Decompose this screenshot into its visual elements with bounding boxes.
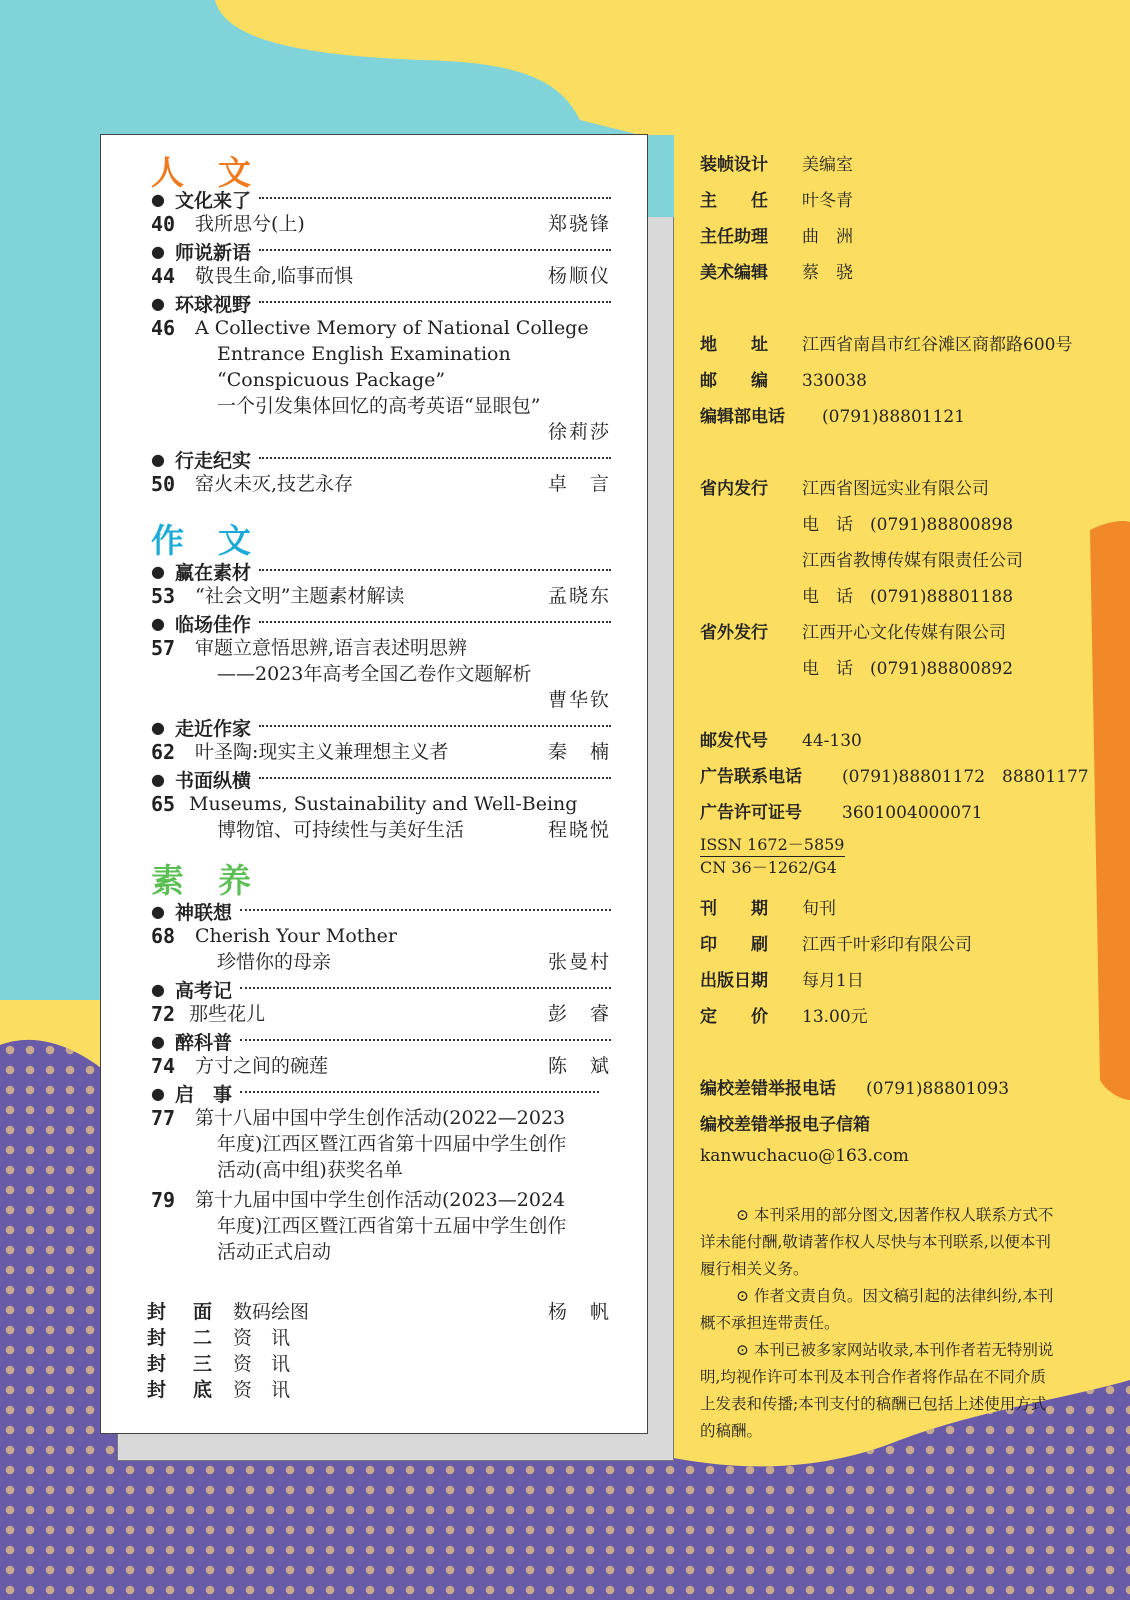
section-title-renwen: 人文: [151, 153, 285, 192]
toc-entry[interactable]: [151, 739, 611, 765]
toc-entry[interactable]: [151, 315, 611, 443]
page-number: 79: [151, 1188, 176, 1212]
entry-title: 那些花儿: [189, 1003, 266, 1025]
entry-title: “社会文明”主题素材解读: [195, 585, 405, 607]
entry-title: ——2023年高考全国乙卷作文题解析: [217, 663, 532, 685]
page-number: 74: [151, 1054, 176, 1078]
page-number: 40: [151, 212, 176, 236]
column-header: ● 走近作家: [151, 714, 611, 741]
page-number: 68: [151, 924, 176, 948]
page-number: 50: [151, 472, 176, 496]
entry-title: 活动(高中组)获奖名单: [217, 1159, 403, 1181]
entry-title: 窑火未灭,技艺永存: [195, 473, 354, 495]
column-header: ● 高考记: [151, 976, 611, 1003]
toc-entry[interactable]: [151, 583, 611, 609]
entry-title: 博物馆、可持续性与美好生活: [217, 819, 465, 841]
entry-author: 郑骁锋: [547, 213, 611, 235]
entry-author: 陈 斌: [547, 1055, 611, 1077]
info-error-email[interactable]: kanwuchacuo@163.com: [700, 1146, 909, 1166]
notice-liability: ⊙ 作者文责自负。因文稿引起的法律纠纷,本刊概不承担连带责任。: [700, 1287, 1054, 1332]
cover-credit: 封 面 数码绘图 杨 帆: [147, 1297, 611, 1324]
column-header: ● 师说新语: [151, 238, 611, 265]
entry-title: 珍惜你的母亲: [217, 951, 332, 973]
info-editorial-phone: 编辑部电话 (0791)88801121: [700, 407, 966, 427]
entry-author: 曹华钦: [547, 689, 611, 711]
entry-author: 秦 楠: [547, 741, 611, 763]
entry-author: 张曼村: [547, 951, 611, 973]
entry-title: 方寸之间的碗莲: [195, 1055, 329, 1077]
notice-copyright: ⊙ 本刊采用的部分图文,因著作权人联系方式不详未能付酬,敬请著作权人尽快与本刊联系,以便本刊履行相关义务。: [700, 1206, 1054, 1278]
info-outside-distribution: 省外发行 江西开心文化传媒有限公司: [700, 623, 1006, 643]
info-phone: 电 话 (0791)88800892: [802, 659, 1014, 679]
toc-entry[interactable]: [151, 263, 611, 289]
notice-online: ⊙ 本刊已被多家网站收录,本刊作者若无特别说明,均视作许可本刊及本刊合作者将作品在不同介质上发表和传播;本刊支付的稿酬已包括上述使用方式的稿酬。: [700, 1341, 1054, 1440]
column-header: ● 文化来了: [151, 186, 611, 213]
page-number: 72: [151, 1002, 176, 1026]
info-ad-license: 广告许可证号 3601004000071: [700, 803, 983, 823]
column-header: ● 行走纪实: [151, 446, 611, 473]
entry-author: 程晓悦: [547, 819, 611, 841]
column-header: ● 神联想: [151, 898, 611, 925]
page-number: 62: [151, 740, 176, 764]
entry-title: 第十九届中国中学生创作活动(2023—2024: [195, 1189, 566, 1211]
column-header: ● 临场佳作: [151, 610, 611, 637]
info-printer: 印 刷 江西千叶彩印有限公司: [700, 935, 972, 955]
toc-entry[interactable]: [151, 211, 611, 237]
page-number: 46: [151, 316, 176, 340]
column-header: ● 赢在素材: [151, 558, 611, 585]
entry-title: 年度)江西区暨江西省第十四届中学生创作: [217, 1133, 567, 1155]
entry-title: 敬畏生命,临事而惧: [195, 265, 354, 287]
info-phone: 电 话 (0791)88800898: [802, 515, 1014, 535]
toc-entry[interactable]: [151, 1105, 611, 1183]
column-header: ● 书面纵横: [151, 766, 611, 793]
entry-title: Cherish Your Mother: [195, 925, 397, 947]
entry-author: 卓 言: [547, 473, 611, 495]
info-error-email-label: 编校差错举报电子信箱: [700, 1115, 870, 1135]
page-number: 65: [151, 792, 176, 816]
column-header: ● 启 事: [151, 1080, 599, 1107]
entry-author: 徐莉莎: [547, 421, 611, 443]
column-header: ● 醉科普: [151, 1028, 611, 1055]
info-address: 地 址 江西省南昌市红谷滩区商都路600号: [700, 335, 1073, 355]
section-title-zuowen: 作文: [151, 521, 285, 560]
info-company: 江西省教博传媒有限责任公司: [802, 551, 1023, 571]
entry-title: 一个引发集体回忆的高考英语“显眼包”: [217, 395, 541, 417]
entry-title: 活动正式启动: [217, 1241, 332, 1263]
entry-title: 审题立意悟思辨,语言表述明思辨: [195, 637, 468, 659]
card-fold: [644, 135, 674, 217]
page-number: 44: [151, 264, 176, 288]
info-director: 主 任 叶冬青: [700, 191, 853, 211]
toc-entry[interactable]: [151, 1187, 611, 1265]
entry-author: 杨顺仪: [547, 265, 611, 287]
toc-entry[interactable]: [151, 923, 611, 975]
cover-author: 杨 帆: [547, 1301, 611, 1323]
entry-title: “Conspicuous Package”: [217, 369, 446, 391]
entry-author: 孟晓东: [547, 585, 611, 607]
page-number: 57: [151, 636, 176, 660]
entry-title: 叶圣陶:现实主义兼理想主义者: [195, 741, 449, 763]
entry-title: 年度)江西区暨江西省第十五届中学生创作: [217, 1215, 567, 1237]
toc-entry[interactable]: [151, 471, 611, 497]
info-ad-phone: 广告联系电话 (0791)88801172 88801177: [700, 767, 1089, 787]
page-number: 77: [151, 1106, 176, 1130]
info-period: 刊 期 旬刊: [700, 899, 836, 919]
toc-entry[interactable]: [151, 1001, 611, 1027]
entry-author: 彭 睿: [547, 1003, 611, 1025]
section-title-suyang: 素养: [151, 861, 285, 900]
entry-title: A Collective Memory of National College: [195, 317, 589, 339]
toc-entry[interactable]: [151, 791, 611, 843]
cover-credit: 封 底 资 讯: [147, 1379, 291, 1401]
column-header: ● 环球视野: [151, 290, 611, 317]
info-publish-date: 出版日期 每月1日: [700, 971, 864, 991]
toc-entry[interactable]: [151, 1053, 611, 1079]
info-postcode: 邮 编 330038: [700, 371, 867, 391]
info-price: 定 价 13.00元: [700, 1007, 868, 1027]
info-assistant: 主任助理 曲 洲: [700, 227, 853, 247]
cover-credit: 封 三 资 讯: [147, 1353, 291, 1375]
info-province-distribution: 省内发行 江西省图远实业有限公司: [700, 479, 989, 499]
info-design: 装帧设计 美编室: [700, 155, 853, 175]
info-error-phone: 编校差错举报电话 (0791)88801093: [700, 1079, 1010, 1099]
entry-title: Entrance English Examination: [217, 343, 511, 365]
entry-title: 第十八届中国中学生创作活动(2022—2023: [195, 1107, 566, 1129]
entry-title: Museums, Sustainability and Well-Being: [189, 793, 578, 815]
toc-entry[interactable]: [151, 635, 611, 711]
table-of-contents: [100, 134, 648, 1434]
info-postal-code: 邮发代号 44-130: [700, 731, 862, 751]
page-number: 53: [151, 584, 176, 608]
cover-credit: 封 二 资 讯: [147, 1327, 291, 1349]
info-phone: 电 话 (0791)88801188: [802, 587, 1014, 607]
entry-title: 我所思兮(上): [195, 213, 305, 235]
info-art-editor: 美术编辑 蔡 骁: [700, 263, 853, 283]
info-issn: ISSN 1672－5859 CN 36－1262/G4: [700, 835, 845, 877]
